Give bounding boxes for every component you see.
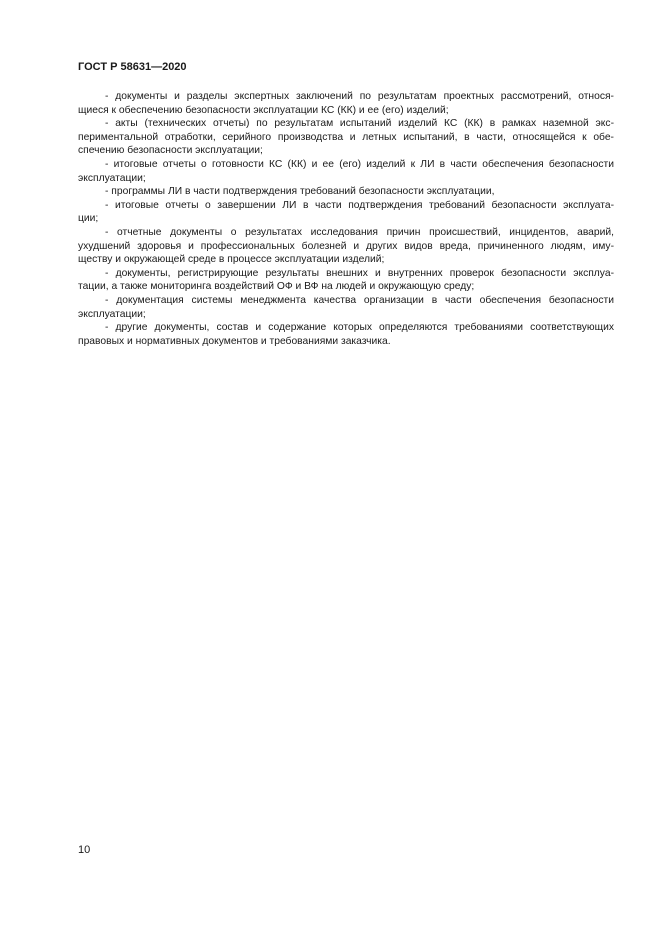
list-item bbox=[78, 158, 614, 185]
text-line: эксплуатации; bbox=[78, 308, 146, 320]
text-line: - итоговые отчеты о завершении ЛИ в части подтверждения требований безопасности эксплуата- bbox=[105, 199, 614, 211]
text-line: спечению безопасности эксплуатации; bbox=[78, 145, 263, 157]
document-body bbox=[78, 90, 614, 348]
text-line: ухудшений здоровья и профессиональных болезней и других видов вреда, причиненного людям, иму- bbox=[78, 240, 614, 252]
text-line: щиеся к обеспечению безопасности эксплуатации КС (КК) и ее (его) изделий; bbox=[78, 104, 449, 116]
text-line: периментальной отработки, серийного производства и летных испытаний, в части, относящейся к обе- bbox=[78, 131, 614, 143]
text-line: - документы, регистрирующие результаты внешних и внутренних проверок безопасности эксплуа- bbox=[105, 267, 614, 279]
document-header: ГОСТ Р 58631—2020 bbox=[78, 61, 187, 73]
text-line: - документация системы менеджмента качества организации в части обеспечения безопасности bbox=[105, 294, 614, 306]
text-line: - итоговые отчеты о готовности КС (КК) и ее (его) изделий к ЛИ в части обеспечения безопасности bbox=[105, 158, 614, 170]
list-item bbox=[78, 226, 614, 267]
list-item bbox=[78, 321, 614, 348]
list-item bbox=[78, 185, 614, 199]
list-item bbox=[78, 294, 614, 321]
text-line: - программы ЛИ в части подтверждения требований безопасности эксплуатации, bbox=[105, 186, 495, 198]
text-line: ществу и окружающей среде в процессе эксплуатации изделий; bbox=[78, 254, 385, 266]
text-line: - документы и разделы экспертных заключений по результатам проектных рассмотрений, относя- bbox=[105, 91, 614, 102]
text-line: эксплуатации; bbox=[78, 172, 146, 184]
list-item bbox=[78, 199, 614, 226]
text-line: правовых и нормативных документов и требованиями заказчика. bbox=[78, 335, 391, 347]
text-line: тации, а также мониторинга воздействий ОФ и ВФ на людей и окружающую среду; bbox=[78, 281, 475, 293]
text-line: - акты (технических отчеты) по результатам испытаний изделий КС (КК) в рамках наземной экс- bbox=[105, 118, 614, 130]
page-number: 10 bbox=[78, 844, 91, 856]
list-item bbox=[78, 117, 614, 158]
list-item bbox=[78, 90, 614, 117]
list-item bbox=[78, 267, 614, 294]
text-line: - отчетные документы о результатах исследования причин происшествий, инцидентов, аварий, bbox=[105, 226, 614, 238]
text-line: ции; bbox=[78, 213, 99, 225]
text-line: - другие документы, состав и содержание которых определяются требованиями соответствующих bbox=[105, 322, 614, 334]
